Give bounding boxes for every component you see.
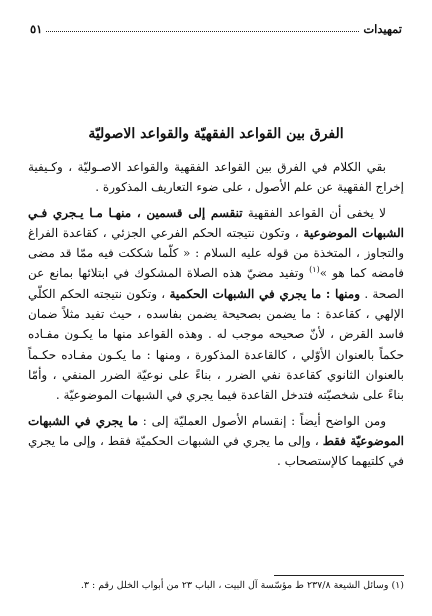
emphasized-text: ما يجري في الشبهات الموضوعيّة فقط bbox=[28, 413, 404, 448]
body-text bbox=[28, 157, 404, 471]
paragraph bbox=[28, 157, 404, 198]
emphasized-text: ومنها : ما يجري في الشبهات الحكمية bbox=[169, 286, 361, 301]
footnote-separator bbox=[274, 575, 404, 576]
paragraph-text: ، وتكون نتيجته الحكم الكلّي الإلهي ، كقاعدة : ما يضمن بصحيحة يضمن بفاسده ، حيث تفيد مثلاً ضمان فاسد القرض ، لأنّ صحيحه موجب له . وهذه القواعد منها ما يكـون مفـاده حكماً بالعنوان الأوّلي ، كالقاعدة المذكورة ، ومنها : ما يكـون مفـاده حكـماً بالعنوان الثانوي كقاعدة نفي الضرر ، بناءً على نوعيّة الضرر المنفي ، وأمّا بناءً على شخصيّته فتدخل القاعدة فيما يجري في الشبهات الموضوعيّة . bbox=[28, 286, 404, 403]
paragraph-text: ، وتكون نتيجته الحكم الفرعي الجزئي ، كقاعدة الفراغ والتجاوز ، المتخذة من قوله عليه السلام : « كلّما شككت فيه ممّا قد مضى فامضه كما هو » bbox=[28, 225, 405, 281]
paragraph-text: ، وإلى ما يجري في الشبهات الحكميّة فقط ، وإلى ما يجري في كلتيهما كالإستصحاب . bbox=[28, 433, 404, 469]
running-header bbox=[30, 14, 402, 36]
section-heading: الفرق بين القواعد الفقهيّة والقواعد الاصوليّة bbox=[88, 126, 344, 142]
paragraph-text: ومن الواضح أيضاً : إنقسام الأصول العمليّة إلى : bbox=[138, 413, 386, 428]
header-title: تمهيدات bbox=[363, 22, 402, 36]
footnote: (١) وسائل الشيعة ٢٣٧/٨ ط مؤسّسة آل البيت ، الباب ٢٣ من أبواب الخلل رقم : ٣. bbox=[80, 580, 404, 591]
emphasized-text: تنقسم إلى قسمين ، منهـا مـا يـجري فـي الشبهات الموضوعية bbox=[28, 205, 404, 240]
paragraph-text: وتفيد مضيّ هذه الصلاة المشكوك في ابتلائها بمانع عن الصحة . bbox=[28, 266, 405, 301]
header-dot-leader bbox=[46, 31, 359, 32]
paragraph bbox=[28, 203, 404, 406]
paragraph bbox=[28, 411, 404, 472]
page-number: ٥١ bbox=[30, 22, 43, 36]
paragraph-text: لا يخفى أن القواعد الفقهية bbox=[242, 205, 386, 220]
footnote-marker: (١) bbox=[309, 265, 320, 275]
paragraph-text: بقي الكلام في الفرق بين القواعد الفقهية والقواعد الاصـوليّة ، وكـيفية إخراج الفقهية عن علم الأصول ، على ضوء التعاريف المذكورة . bbox=[28, 160, 404, 195]
